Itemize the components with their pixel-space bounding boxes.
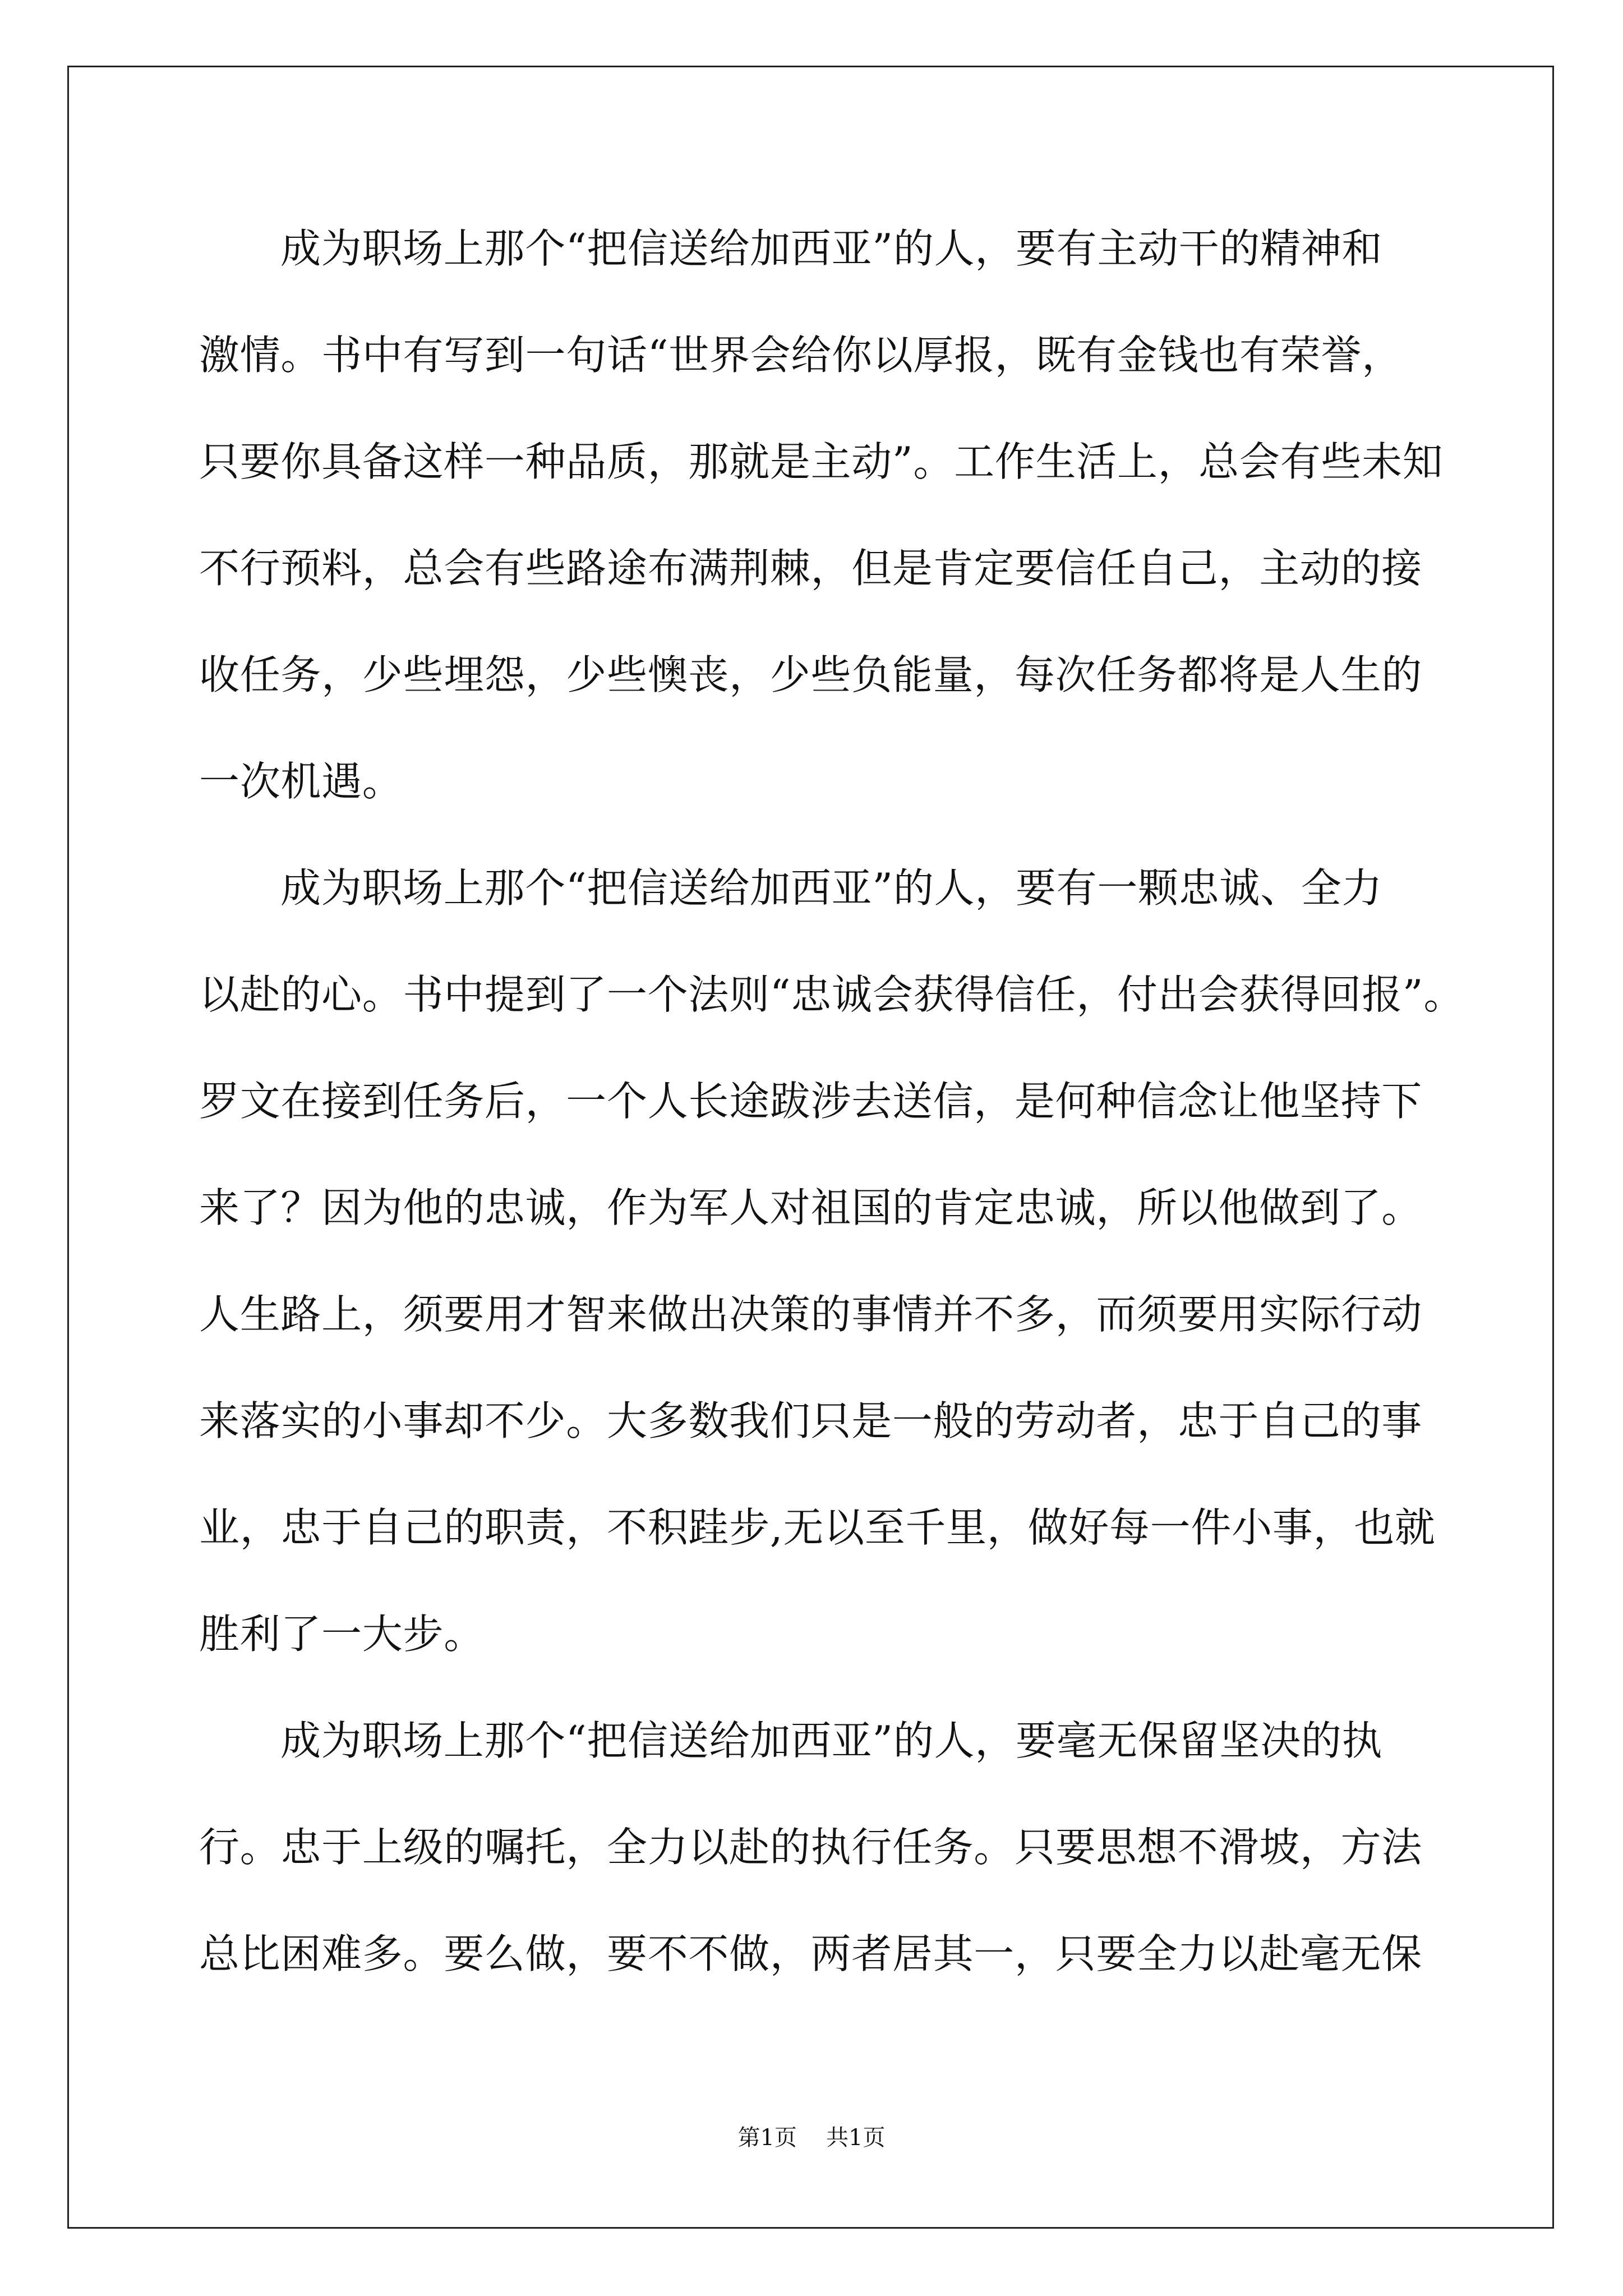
text-line: 只要你具备这样一种品质，那就是主动”。工作生活上，总会有些未知	[199, 438, 1444, 485]
text-line: 不行预料，总会有些路途布满荆棘，但是肯定要信任自己，主动的接	[199, 545, 1423, 592]
page-footer	[0, 2123, 1623, 2152]
text-line: 业，忠于自己的职责，不积跬步,无以至千里，做好每一件小事，也就	[199, 1504, 1436, 1551]
text-line: 罗文在接到任务后，一个人长途跋涉去送信，是何种信念让他坚持下	[199, 1078, 1423, 1125]
body-text	[199, 195, 1534, 2007]
text-line: 来了？因为他的忠诚，作为军人对祖国的肯定忠诚，所以他做到了。	[199, 1184, 1423, 1231]
page-total: 共1页	[826, 2125, 886, 2151]
text-line: 胜利了一大步。	[199, 1611, 485, 1658]
text-line: 总比困难多。要么做，要不不做，两者居其一，只要全力以赴毫无保	[199, 1930, 1423, 1977]
paragraph-3	[199, 1687, 1534, 2007]
page-number: 第1页	[737, 2125, 797, 2151]
text-line: 以赴的心。书中提到了一个法则“忠诚会获得信任，付出会获得回报”。	[199, 971, 1465, 1018]
text-line: 成为职场上那个“把信送给加西亚”的人，要毫无保留坚决的执	[280, 1717, 1383, 1764]
text-line: 一次机遇。	[199, 758, 403, 805]
text-line: 成为职场上那个“把信送给加西亚”的人，要有主动干的精神和	[280, 225, 1383, 272]
text-line: 收任务，少些埋怨，少些懊丧，少些负能量，每次任务都将是人生的	[199, 651, 1423, 698]
text-line: 成为职场上那个“把信送给加西亚”的人，要有一颗忠诚、全力	[280, 864, 1383, 912]
text-line: 人生路上，须要用才智来做出决策的事情并不多，而须要用实际行动	[199, 1291, 1423, 1338]
text-line: 来落实的小事却不少。大多数我们只是一般的劳动者，忠于自己的事	[199, 1397, 1423, 1444]
paragraph-2	[199, 835, 1534, 1687]
paragraph-1	[199, 195, 1534, 835]
text-line: 激情。书中有写到一句话“世界会给你以厚报，既有金钱也有荣誉，	[199, 332, 1403, 379]
text-line: 行。忠于上级的嘱托，全力以赴的执行任务。只要思想不滑坡，方法	[199, 1824, 1423, 1871]
